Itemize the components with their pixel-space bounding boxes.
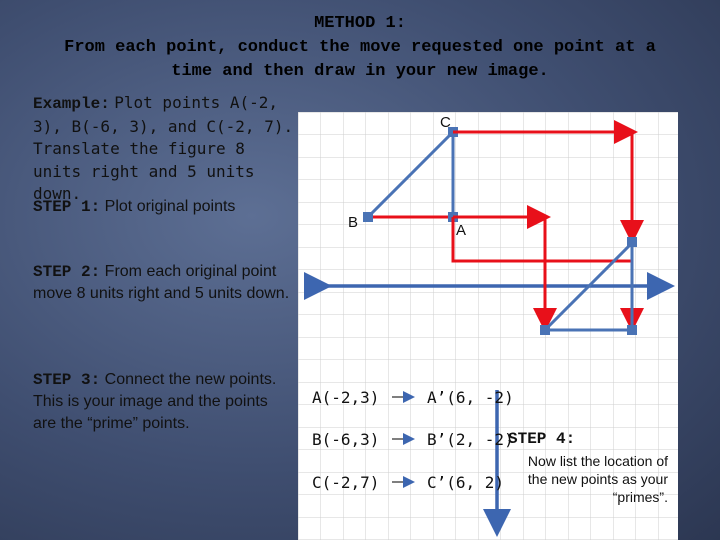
mapping-prime-b: B’(2, -2) bbox=[427, 430, 514, 449]
example-body: Plot points A(-2, 3), B(-6, 3), and C(-2, 7). Translate the figure 8 units right and 5 units down. bbox=[33, 93, 294, 203]
step-1-label: STEP 1: bbox=[33, 198, 101, 216]
title-line-3: time and then draw in your new image. bbox=[171, 62, 549, 81]
label-b: B bbox=[348, 214, 359, 231]
title-line-1: METHOD 1: bbox=[314, 14, 406, 33]
point-a-prime bbox=[627, 325, 637, 335]
example-label: Example: bbox=[33, 95, 110, 113]
mapping-original-b: B(-6,3) bbox=[312, 430, 380, 449]
step-2-label: STEP 2: bbox=[33, 263, 101, 281]
step-4-label: STEP 4: bbox=[508, 430, 576, 448]
point-b bbox=[363, 212, 373, 222]
step-4-text: Now list the location of the new points as your “primes”. bbox=[527, 453, 668, 505]
point-c-prime bbox=[627, 237, 637, 247]
mapping-original-c: C(-2,7) bbox=[312, 473, 380, 492]
mapping-prime-c: C’(6, 2) bbox=[427, 473, 505, 492]
label-a: A bbox=[456, 222, 467, 239]
step-3-text: Connect the new points. This is your image and the points are the “prime” points. bbox=[33, 371, 277, 432]
mapping-original-a: A(-2,3) bbox=[312, 388, 380, 407]
label-c: C bbox=[440, 114, 451, 131]
step-2-text: From each original point move 8 units right and 5 units down. bbox=[33, 263, 290, 302]
title-line-2: From each point, conduct the move requested one point at a bbox=[64, 38, 656, 57]
step-1-text: Plot original points bbox=[104, 198, 236, 215]
step-3-label: STEP 3: bbox=[33, 371, 101, 389]
point-b-prime bbox=[540, 325, 550, 335]
mapping-prime-a: A’(6, -2) bbox=[427, 388, 514, 407]
